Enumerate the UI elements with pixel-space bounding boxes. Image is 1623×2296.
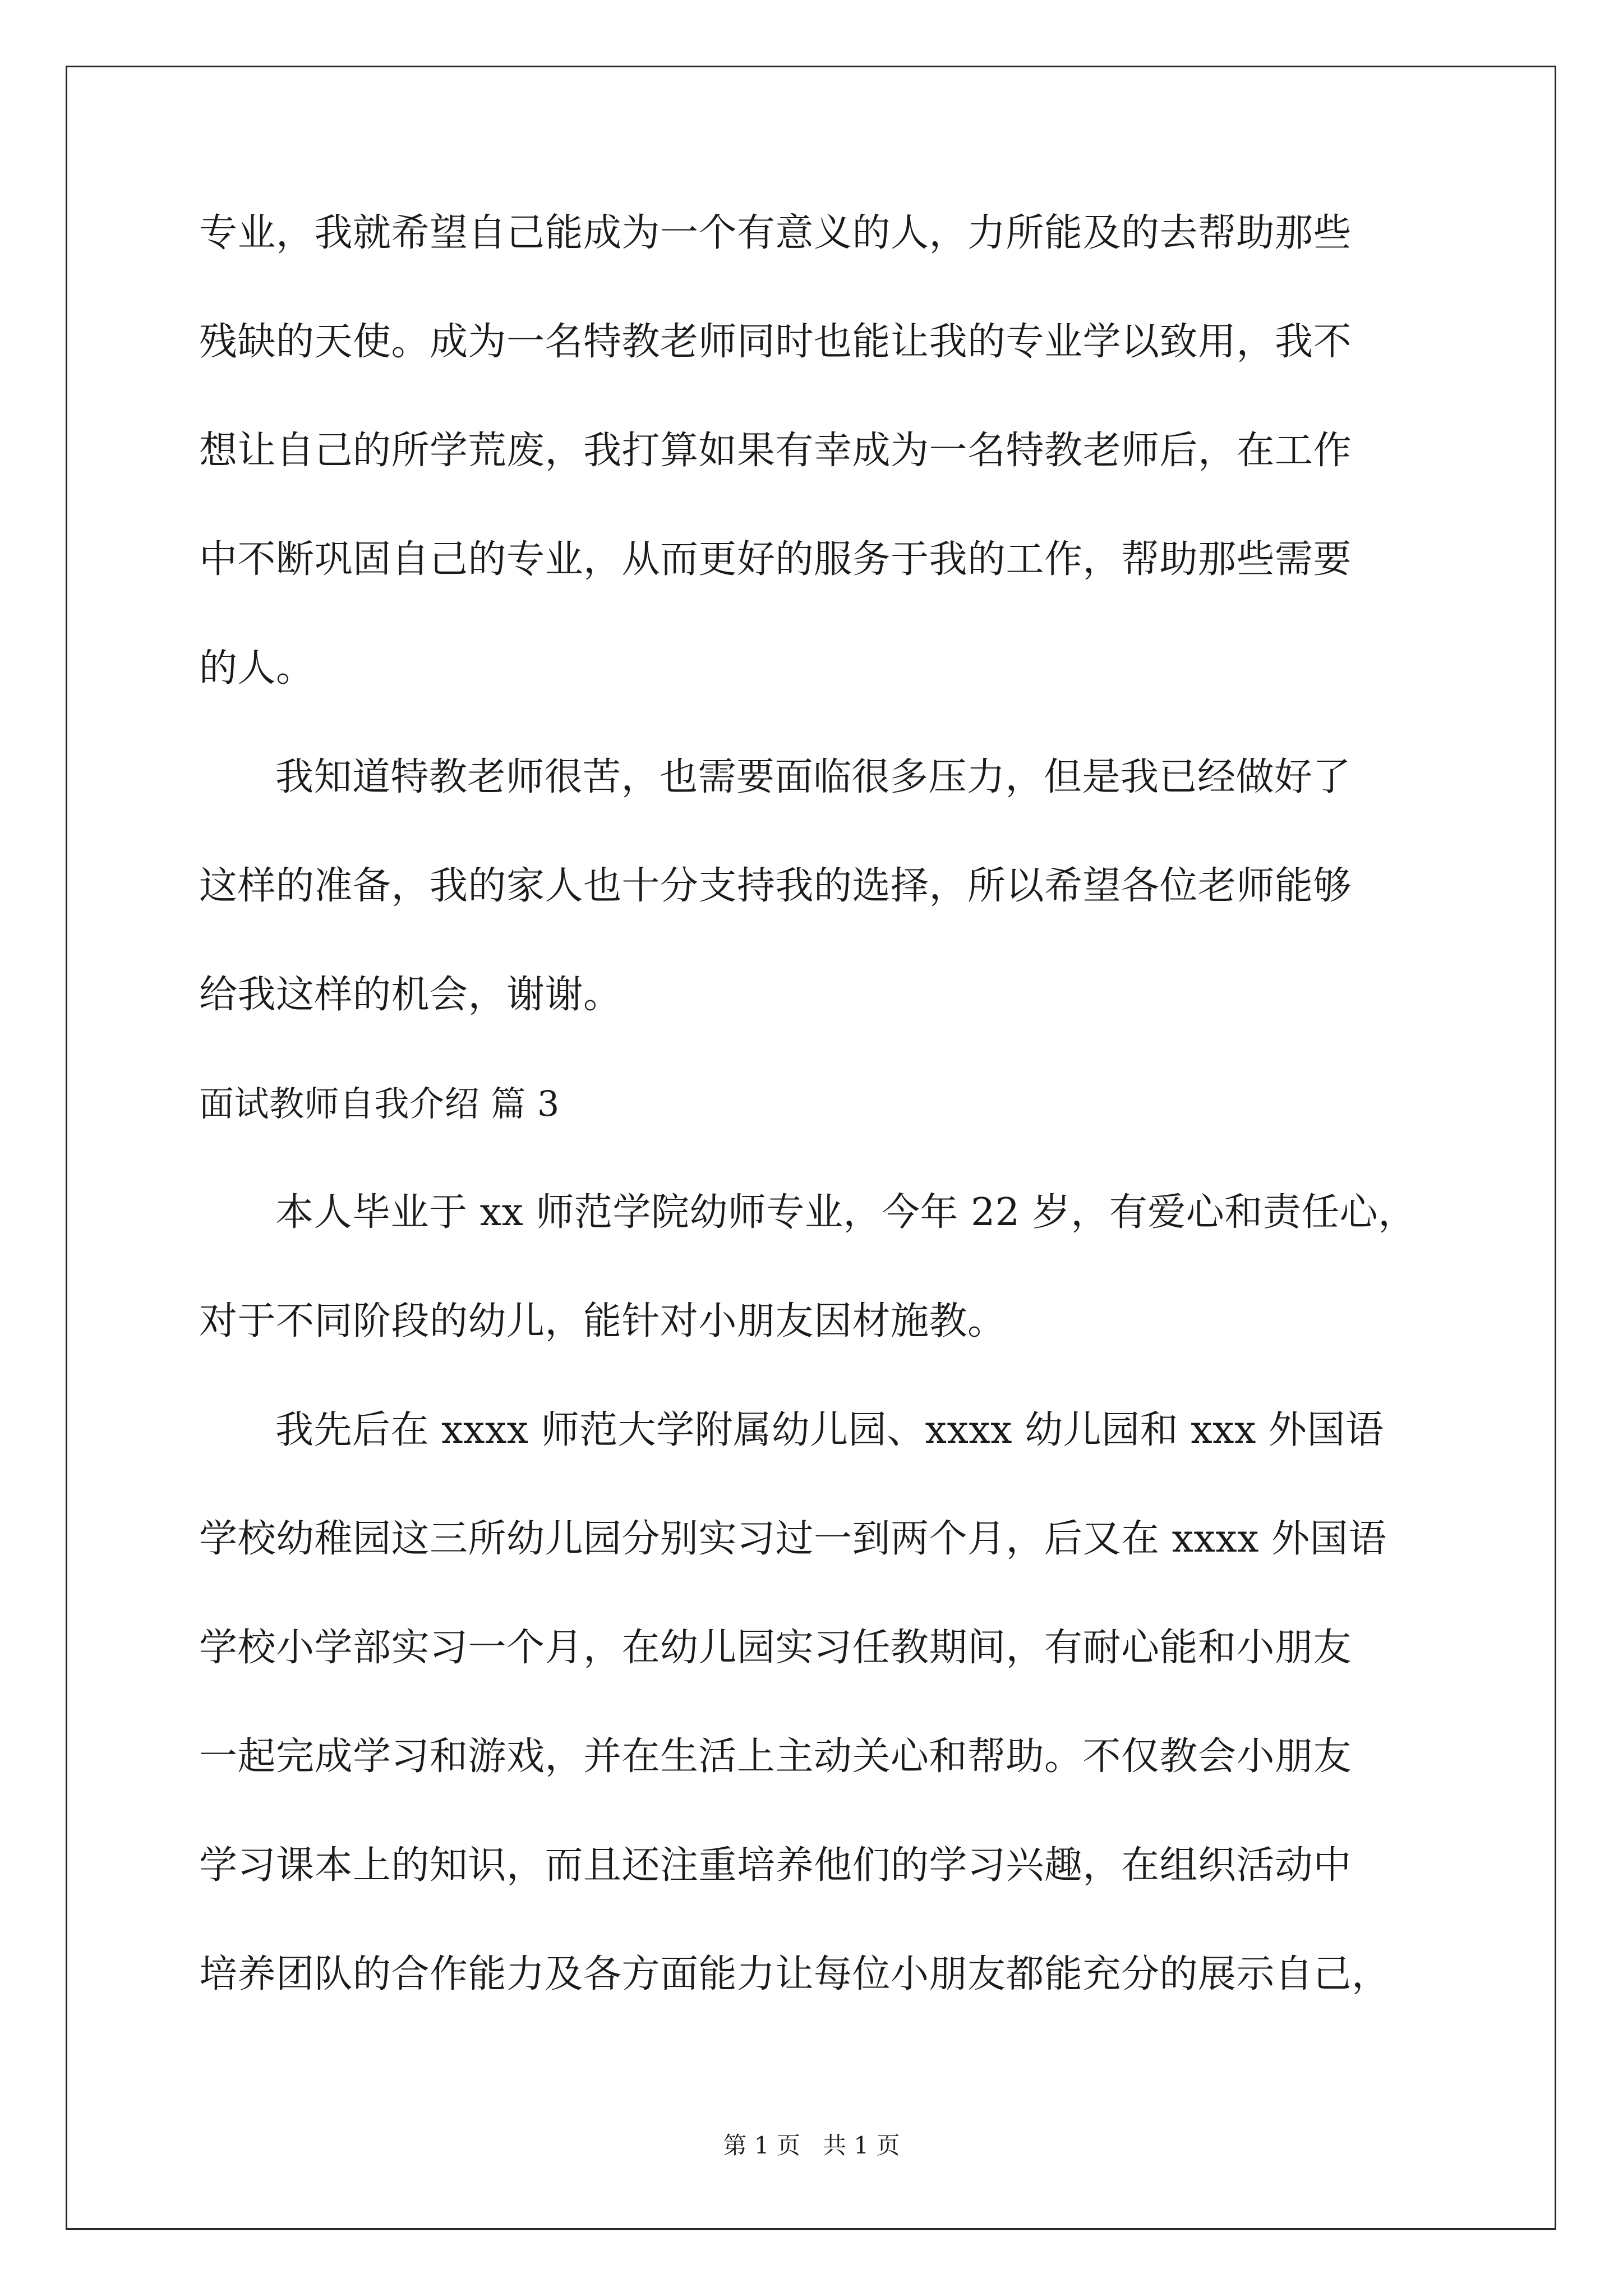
text-line: 残缺的天使。成为一名特教老师同时也能让我的专业学以致用，我不 [199, 320, 1352, 364]
text-line: 学习课本上的知识，而且还注重培养他们的学习兴趣，在组织活动中 [199, 1843, 1352, 1888]
document-body [199, 213, 1461, 1995]
text-line: 对于不同阶段的幼儿，能针对小朋友因材施教。 [199, 1299, 1006, 1343]
text-line: 学校幼稚园这三所幼儿园分别实习过一到两个月，后又在 xxxx 外国语 [199, 1517, 1387, 1561]
text-line: 专业，我就希望自己能成为一个有意义的人，力所能及的去帮助那些 [199, 211, 1352, 255]
text-line: 我知道特教老师很苦，也需要面临很多压力，但是我已经做好了 [275, 755, 1352, 799]
text-line: 给我这样的机会，谢谢。 [199, 973, 622, 1017]
text-line: 培养团队的合作能力及各方面能力让每位小朋友都能充分的展示自己， [199, 1952, 1390, 1996]
text-line: 这样的准备，我的家人也十分支持我的选择，所以希望各位老师能够 [199, 864, 1352, 908]
text-line: 学校小学部实习一个月，在幼儿园实习任教期间，有耐心能和小朋友 [199, 1626, 1352, 1670]
text-line: 中不断巩固自己的专业，从而更好的服务于我的工作，帮助那些需要 [199, 537, 1352, 582]
section-heading: 面试教师自我介绍 篇 3 [199, 1083, 560, 1124]
text-line: 一起完成学习和游戏，并在生活上主动关心和帮助。不仅教会小朋友 [199, 1734, 1352, 1779]
text-line: 本人毕业于 xx 师范学院幼师专业，今年 22 岁，有爱心和责任心， [275, 1190, 1417, 1235]
text-line: 想让自己的所学荒废，我打算如果有幸成为一名特教老师后，在工作 [199, 429, 1352, 473]
text-line: 我先后在 xxxx 师范大学附属幼儿园、xxxx 幼儿园和 xxx 外国语 [275, 1408, 1384, 1452]
text-line: 的人。 [199, 646, 315, 691]
page-number-footer: 第 1 页 共 1 页 [723, 2132, 900, 2159]
